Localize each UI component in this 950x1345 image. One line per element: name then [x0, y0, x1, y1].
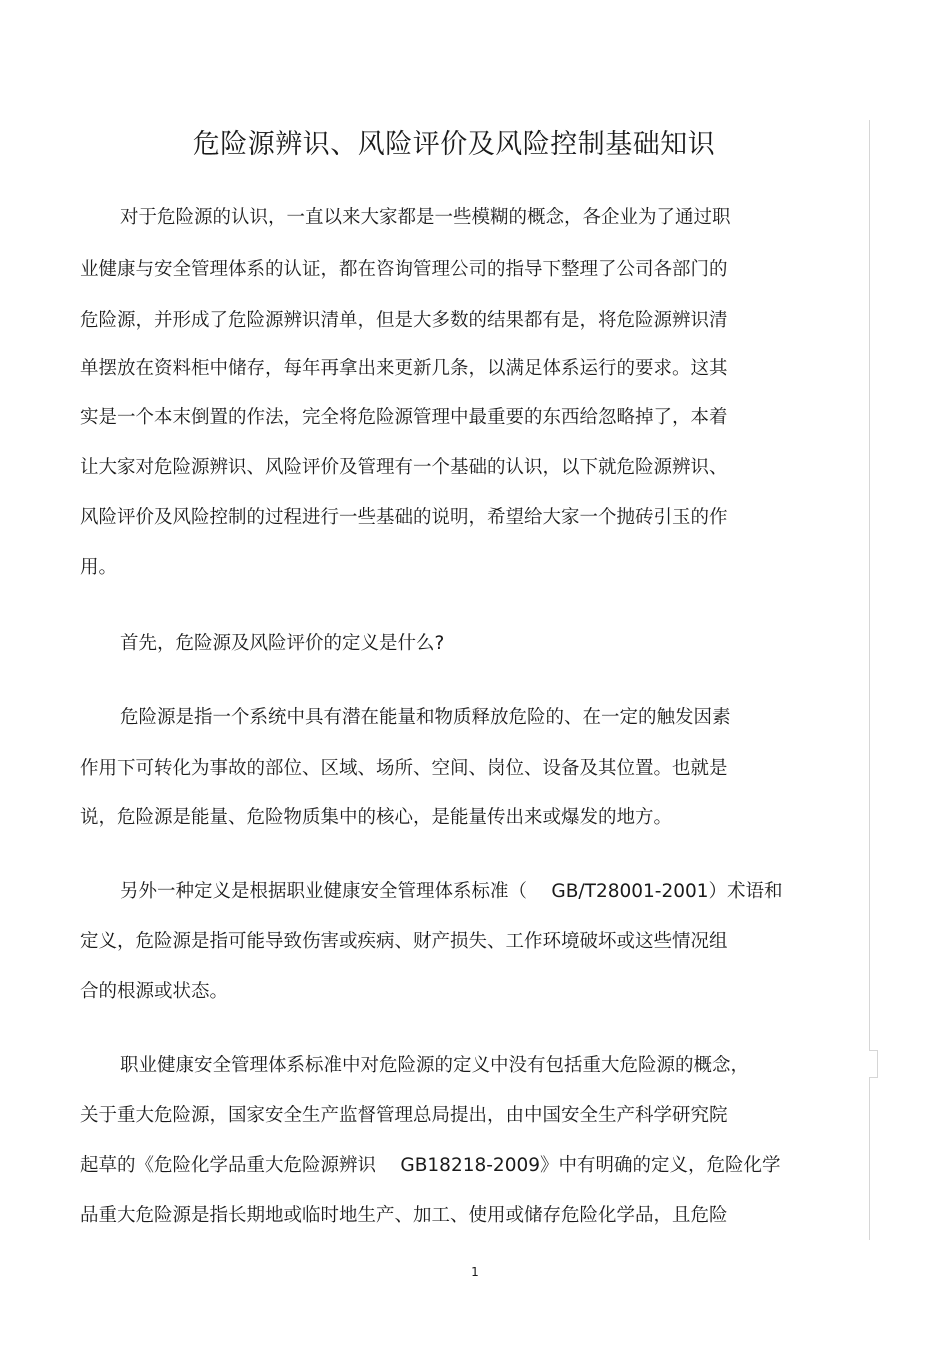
paragraph-line: 用。 [80, 557, 118, 578]
paragraph-line: 对于危险源的认识，一直以来大家都是一些模糊的概念，各企业为了通过职 [120, 207, 731, 228]
page-number: 1 [471, 1265, 479, 1279]
paragraph-line: 作用下可转化为事故的部位、区域、场所、空间、岗位、设备及其位置。也就是 [80, 758, 728, 779]
paragraph-line: 职业健康安全管理体系标准中对危险源的定义中没有包括重大危险源的概念， [120, 1055, 750, 1076]
paragraph-line: 风险评价及风险控制的过程进行一些基础的说明，希望给大家一个抛砖引玉的作 [80, 507, 728, 528]
paragraph-line: 单摆放在资料柜中储存，每年再拿出来更新几条，以满足体系运行的要求。这其 [80, 358, 728, 379]
paragraph-line: 首先，危险源及风险评价的定义是什么? [120, 633, 445, 654]
paragraph-line: 业健康与安全管理体系的认证，都在咨询管理公司的指导下整理了公司各部门的 [80, 259, 728, 280]
paragraph-line: 品重大危险源是指长期地或临时地生产、加工、使用或储存危险化学品，且危险 [80, 1205, 728, 1226]
document-title: 危险源辨识、风险评价及风险控制基础知识 [192, 129, 716, 160]
paragraph-line: 危险源，并形成了危险源辨识清单，但是大多数的结果都有是，将危险源辨识清 [80, 310, 728, 331]
paragraph-line: 合的根源或状态。 [80, 981, 229, 1002]
paragraph-line: 说，危险源是能量、危险物质集中的核心，是能量传出来或爆发的地方。 [80, 807, 673, 828]
paragraph-line: 另外一种定义是根据职业健康安全管理体系标准（ GB/T28001-2001）术语和 [120, 881, 783, 902]
paragraph-line: 起草的《危险化学品重大危险源辨识 GB18218-2009》中有明确的定义，危险化学 [80, 1155, 781, 1176]
paragraph-line: 让大家对危险源辨识、风险评价及管理有一个基础的认识，以下就危险源辨识、 [80, 457, 728, 478]
paragraph-line: 实是一个本末倒置的作法，完全将危险源管理中最重要的东西给忽略掉了，本着 [80, 407, 728, 428]
paragraph-line: 关于重大危险源，国家安全生产监督管理总局提出，由中国安全生产科学研究院 [80, 1105, 728, 1126]
paragraph-line: 定义，危险源是指可能导致伤害或疾病、财产损失、工作环境破坏或这些情况组 [80, 931, 728, 952]
margin-bracket-mark [869, 1050, 878, 1078]
paragraph-line: 危险源是指一个系统中具有潜在能量和物质释放危险的、在一定的触发因素 [120, 707, 731, 728]
